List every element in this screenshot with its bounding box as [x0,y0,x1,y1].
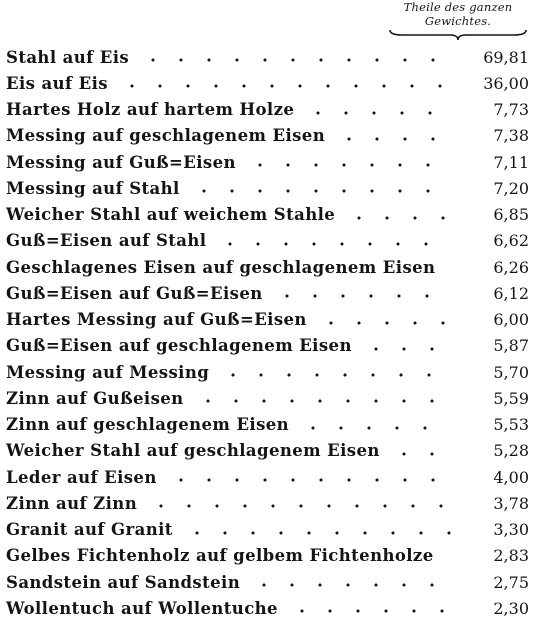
table-row [6,175,531,201]
row-label: Guß=Eisen auf Guß=Eisen [6,284,269,303]
table-row [6,464,531,490]
row-label: Messing auf geschlagenem Eisen [6,126,331,145]
table-row [6,149,531,175]
dot-leader [269,293,451,299]
dot-leader [341,215,451,221]
table-row [6,595,531,621]
row-value: 5,59 [451,389,531,408]
table-row [6,438,531,464]
table-row [6,202,531,228]
dot-leader [114,83,451,89]
dot-leader [135,57,451,63]
row-label: Guß=Eisen auf Stahl [6,231,212,250]
row-label: Stahl auf Eis [6,48,135,67]
row-value: 6,00 [451,310,531,329]
column-header-line-1: Theile des ganzen [403,0,513,14]
row-value: 5,53 [451,415,531,434]
row-value: 36,00 [451,74,531,93]
row-value: 5,28 [451,441,531,460]
row-label: Zinn auf Gußeisen [6,389,190,408]
dot-leader [186,188,451,194]
row-value: 2,75 [451,573,531,592]
row-label: Granit auf Granit [6,520,179,539]
row-value: 2,30 [451,599,531,618]
row-value: 5,87 [451,336,531,355]
row-value: 7,20 [451,179,531,198]
row-value: 6,85 [451,205,531,224]
row-label: Sandstein auf Sandstein [6,573,246,592]
table-row [6,254,531,280]
column-header [384,0,532,42]
row-label: Messing auf Guß=Eisen [6,153,242,172]
row-label: Gelbes Fichtenholz auf gelbem Fichtenholze [6,546,440,565]
table-row [6,517,531,543]
row-value: 3,78 [451,494,531,513]
row-value: 6,62 [451,231,531,250]
friction-table [6,44,531,622]
table-row [6,97,531,123]
curly-brace-icon [388,28,528,42]
row-label: Messing auf Stahl [6,179,186,198]
row-label: Zinn auf geschlagenem Eisen [6,415,295,434]
table-row [6,543,531,569]
dot-leader [179,530,451,536]
table-row [6,569,531,595]
dot-leader [212,241,451,247]
row-label: Weicher Stahl auf weichem Stahle [6,205,341,224]
dot-leader [440,556,451,562]
table-row [6,359,531,385]
table-row [6,280,531,306]
table-row [6,490,531,516]
table-row [6,385,531,411]
table-row [6,44,531,70]
row-label: Messing auf Messing [6,363,215,382]
row-value: 7,11 [451,153,531,172]
row-label: Weicher Stahl auf geschlagenem Eisen [6,441,386,460]
dot-leader [295,425,451,431]
dot-leader [284,608,451,614]
row-label: Eis auf Eis [6,74,114,93]
row-value: 69,81 [451,48,531,67]
table-row [6,412,531,438]
row-value: 6,12 [451,284,531,303]
row-label: Zinn auf Zinn [6,494,143,513]
row-value: 5,70 [451,363,531,382]
column-header-line-2: Gewichtes. [424,14,492,28]
row-label: Guß=Eisen auf geschlagenem Eisen [6,336,358,355]
row-value: 7,73 [451,100,531,119]
dot-leader [246,582,451,588]
row-label: Geschlagenes Eisen auf geschlagenem Eisen [6,258,441,277]
row-value: 6,26 [451,258,531,277]
row-value: 4,00 [451,468,531,487]
table-row [6,123,531,149]
dot-leader [143,503,451,509]
dot-leader [242,162,451,168]
dot-leader [190,398,451,404]
dot-leader [215,372,451,378]
dot-leader [300,110,451,116]
table-row [6,333,531,359]
row-label: Wollentuch auf Wollentuche [6,599,284,618]
dot-leader [386,451,451,457]
dot-leader [441,267,451,273]
table-row [6,70,531,96]
dot-leader [331,136,451,142]
dot-leader [163,477,451,483]
row-label: Hartes Messing auf Guß=Eisen [6,310,313,329]
row-label: Leder auf Eisen [6,468,163,487]
row-value: 7,38 [451,126,531,145]
row-value: 3,30 [451,520,531,539]
row-label: Hartes Holz auf hartem Holze [6,100,300,119]
dot-leader [358,346,451,352]
table-row [6,307,531,333]
table-row [6,228,531,254]
row-value: 2,83 [451,546,531,565]
dot-leader [313,320,451,326]
